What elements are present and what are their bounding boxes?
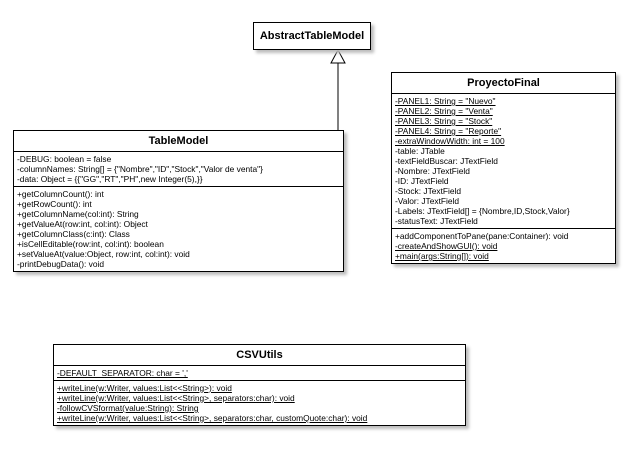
proyecto-final-class[interactable] — [391, 72, 616, 264]
csv-utils-attributes — [54, 365, 465, 380]
proyecto-final-methods — [392, 228, 615, 263]
method-row: +setValueAt(value:Object, row:int, col:int): void — [17, 249, 190, 259]
proyecto-final-attributes — [392, 93, 615, 228]
attribute-row: -PANEL1: String = "Nuevo" — [395, 96, 496, 106]
attribute-row: -extraWindowWidth: int = 100 — [395, 136, 505, 146]
abstract-table-model-name: AbstractTableModel — [259, 30, 365, 42]
method-row: +writeLine(w:Writer, values:List<<String>, separators:char, customQuote:char): void — [57, 413, 368, 423]
attribute-row: -Valor: JTextField — [395, 196, 460, 206]
generalization-arrowhead — [331, 50, 345, 63]
table-model-attributes — [14, 151, 343, 186]
attribute-row: -statusText: JTextField — [395, 216, 478, 226]
method-row: +main(args:String[]): void — [395, 251, 489, 261]
abstract-table-model-class[interactable] — [253, 22, 371, 50]
attribute-row: -table: JTable — [395, 146, 445, 156]
method-row: +getValueAt(row:int, col:int): Object — [17, 219, 148, 229]
method-row: +getRowCount(): int — [17, 199, 92, 209]
method-row: +writeLine(w:Writer, values:List<<String>): void — [57, 383, 232, 393]
attribute-row: -textFieldBuscar: JTextField — [395, 156, 498, 166]
attribute-row: -columnNames: String[] = {"Nombre","ID","Stock","Valor de venta"} — [17, 164, 263, 174]
method-row: +getColumnCount(): int — [17, 189, 104, 199]
method-row: -createAndShowGUI(): void — [395, 241, 498, 251]
attribute-row: -Labels: JTextField[] = {Nombre,ID,Stock,Valor} — [395, 206, 570, 216]
table-model-name: TableModel — [148, 135, 209, 147]
csv-utils-methods — [54, 380, 465, 425]
method-row: +addComponentToPane(pane:Container): void — [395, 231, 569, 241]
csv-utils-class[interactable] — [53, 344, 466, 426]
method-row: +writeLine(w:Writer, values:List<<String>, separators:char): void — [57, 393, 295, 403]
attribute-row: -PANEL4: String = "Reporte" — [395, 126, 502, 136]
attribute-row: -DEBUG: boolean = false — [17, 154, 112, 164]
attribute-row: -DEFAULT_SEPARATOR: char = ',' — [57, 368, 188, 378]
method-row: -printDebugData(): void — [17, 259, 105, 269]
method-row: +isCellEditable(row:int, col:int): boolean — [17, 239, 164, 249]
attribute-row: -data: Object = {{"GG","RT","PH",new Integer(5),}} — [17, 174, 203, 184]
table-model-class[interactable] — [13, 130, 344, 272]
method-row: +getColumnClass(c:int): Class — [17, 229, 130, 239]
attribute-row: -PANEL2: String = "Venta" — [395, 106, 493, 116]
attribute-row: -Nombre: JTextField — [395, 166, 470, 176]
attribute-row: -Stock: JTextField — [395, 186, 462, 196]
method-row: -followCVSformat(value:String): String — [57, 403, 199, 413]
table-model-methods — [14, 186, 343, 271]
attribute-row: -ID: JTextField — [395, 176, 449, 186]
method-row: +getColumnName(col:int): String — [17, 209, 139, 219]
proyecto-final-name: ProyectoFinal — [467, 77, 540, 89]
attribute-row: -PANEL3: String = "Stock" — [395, 116, 493, 126]
csv-utils-name: CSVUtils — [236, 349, 283, 361]
